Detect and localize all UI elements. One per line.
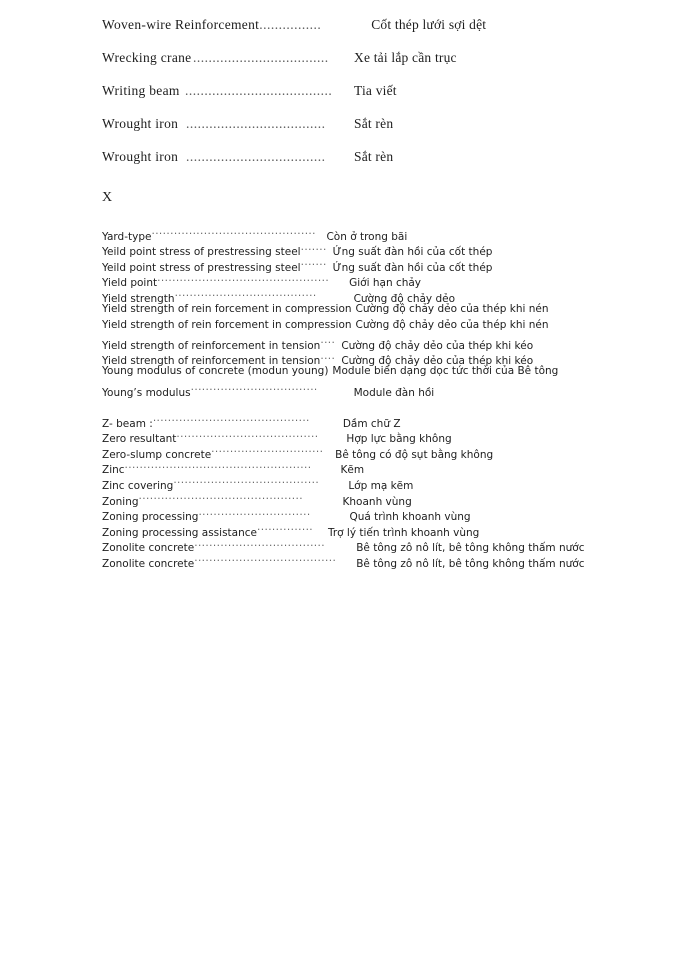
glossary-entry — [102, 380, 622, 399]
glossary-entry — [102, 458, 622, 477]
glossary-entry — [102, 442, 622, 461]
glossary-entry — [102, 318, 622, 334]
dot-leader: .... — [320, 349, 336, 362]
entry-translation: Ứng suất đàn hồi của cốt thép — [332, 261, 493, 274]
entry-translation: Cường độ chảy dẻo của thép khi kéo — [341, 355, 534, 368]
entry-translation: Cốt thép lưới sợi dệt — [371, 17, 487, 32]
entry-translation: Hợp lực bằng không — [346, 433, 452, 446]
entry-translation: Sắt rèn — [354, 116, 394, 131]
dot-leader: .............................................. — [157, 271, 330, 284]
glossary-entry — [102, 333, 622, 352]
glossary-entry — [102, 489, 622, 508]
glossary-entry — [102, 255, 622, 274]
entry-translation: Sắt rèn — [354, 149, 394, 164]
entry-term: Yield strength of rein forcement in compression — [102, 318, 352, 331]
entry-translation: Quá trình khoanh vùng — [349, 511, 471, 524]
entry-term: Woven-wire Reinforcement — [102, 17, 260, 32]
entry-term: Wrought iron — [102, 116, 179, 131]
dot-leader: ...................................... — [174, 287, 317, 300]
section-letter-heading: X — [102, 190, 113, 205]
glossary-entry — [102, 427, 622, 446]
entry-term: Yeild point stress of prestressing steel — [102, 261, 301, 274]
glossary-entry — [102, 505, 622, 524]
glossary-entry — [102, 51, 622, 84]
entry-translation: Ứng suất đàn hồi của cốt thép — [332, 246, 493, 259]
entry-translation: Dầm chữ Z — [342, 417, 401, 430]
glossary-entry — [102, 286, 622, 305]
glossary-entry — [102, 240, 622, 259]
dot-leader: ...................................... — [194, 552, 337, 565]
glossary-entry — [102, 302, 622, 318]
dot-leader: ................................... — [193, 51, 329, 65]
glossary-entry — [102, 411, 622, 430]
entry-translation: Lớp mạ kẽm — [348, 479, 414, 492]
dot-leader: ....... — [300, 256, 327, 269]
dot-leader: ...................................... — [176, 427, 319, 440]
dot-leader: .................................... — [186, 150, 326, 164]
entry-term: Zero-slump concrete — [102, 448, 212, 461]
entry-term: Zoning — [102, 495, 139, 508]
entry-translation: Bê tông zô nô lít, bê tông không thấm nước — [356, 557, 585, 570]
entry-term: Yield point — [102, 277, 158, 290]
entry-translation: Trợ lý tiến trình khoanh vùng — [327, 526, 480, 539]
entry-term: Young’s modulus — [102, 386, 191, 399]
entry-translation: Khoanh vùng — [342, 495, 412, 508]
dot-leader: ............................................ — [151, 225, 316, 237]
dot-leader: ............................................ — [138, 489, 303, 502]
entry-translation: Giới hạn chảy — [349, 277, 422, 290]
glossary-entry — [102, 473, 622, 492]
dot-leader: .... — [320, 334, 336, 347]
glossary-entry — [102, 551, 622, 570]
glossary-entry — [102, 224, 622, 243]
entry-term: Wrought iron — [102, 149, 179, 164]
entry-term: Wrecking crane — [102, 50, 192, 65]
glossary-section-w — [102, 18, 622, 183]
dot-leader: ............... — [256, 521, 314, 534]
entry-term: Zonolite concrete — [102, 557, 195, 570]
glossary-entry — [102, 536, 622, 555]
dot-leader: .................................................. — [124, 458, 312, 471]
entry-translation: Kẽm — [340, 464, 365, 477]
glossary-entry — [102, 150, 622, 183]
glossary-section-z — [102, 411, 622, 570]
dot-leader: ................ — [259, 18, 322, 32]
entry-term: Yield strength of reinforcement in tension — [102, 339, 321, 352]
glossary-entry — [102, 364, 622, 380]
entry-term: Young modulus of concrete (modun young) — [102, 365, 329, 378]
glossary-entry — [102, 18, 622, 51]
entry-translation: Cường độ chảy dẻo của thép khi nén — [355, 318, 549, 331]
entry-term: Yeild point stress of prestressing steel — [102, 246, 301, 259]
entry-translation: Cường độ chảy dẻo của thép khi nén — [355, 302, 549, 315]
dot-leader: ....................................... — [173, 474, 320, 487]
dot-leader: .................................. — [190, 380, 318, 393]
entry-translation: Cường độ chảy dẻo của thép khi kéo — [341, 339, 534, 352]
entry-term: Yield strength of rein forcement in compression — [102, 302, 352, 315]
glossary-entry — [102, 84, 622, 117]
dot-leader: ................................... — [194, 536, 326, 549]
entry-term: Zinc covering — [102, 479, 174, 492]
dot-leader: .............................. — [198, 505, 311, 518]
dot-leader: .............................. — [211, 443, 324, 456]
entry-translation: Module đàn hồi — [353, 386, 435, 399]
entry-term: Yard-type — [102, 230, 152, 243]
entry-term: Writing beam — [102, 83, 180, 98]
entry-term: Zinc — [102, 464, 125, 477]
glossary-entry — [102, 520, 622, 539]
entry-term: Zoning processing assistance — [102, 526, 257, 539]
entry-translation: Xe tải lắp cần trục — [354, 50, 457, 65]
entry-translation: Còn ở trong bãi — [326, 230, 408, 243]
glossary-entry — [102, 117, 622, 150]
dot-leader: .................................... — [186, 117, 326, 131]
dot-leader: ....... — [300, 240, 327, 253]
entry-translation: Bê tông zô nô lít, bê tông không thấm nước — [356, 542, 585, 555]
entry-term: Zero resultant — [102, 433, 177, 446]
glossary-section-y — [102, 224, 622, 399]
entry-term: Zonolite concrete — [102, 542, 195, 555]
entry-translation: Module biến dạng dọc tức thời của Bê tông — [332, 365, 559, 378]
entry-translation: Cường độ chảy dẻo — [353, 292, 456, 305]
entry-term: Zoning processing — [102, 511, 199, 524]
entry-translation: Tia viết — [354, 83, 397, 98]
entry-term: Z- beam : — [102, 417, 153, 430]
glossary-entry — [102, 349, 622, 368]
entry-term: Yield strength of reinforcement in tension — [102, 355, 321, 368]
glossary-entry — [102, 271, 622, 290]
dot-leader: .......................................... — [152, 412, 310, 424]
entry-translation: Bê tông có độ sụt bằng không — [335, 448, 494, 461]
entry-term: Yield strength — [102, 292, 175, 305]
dot-leader: ...................................... — [185, 84, 333, 98]
